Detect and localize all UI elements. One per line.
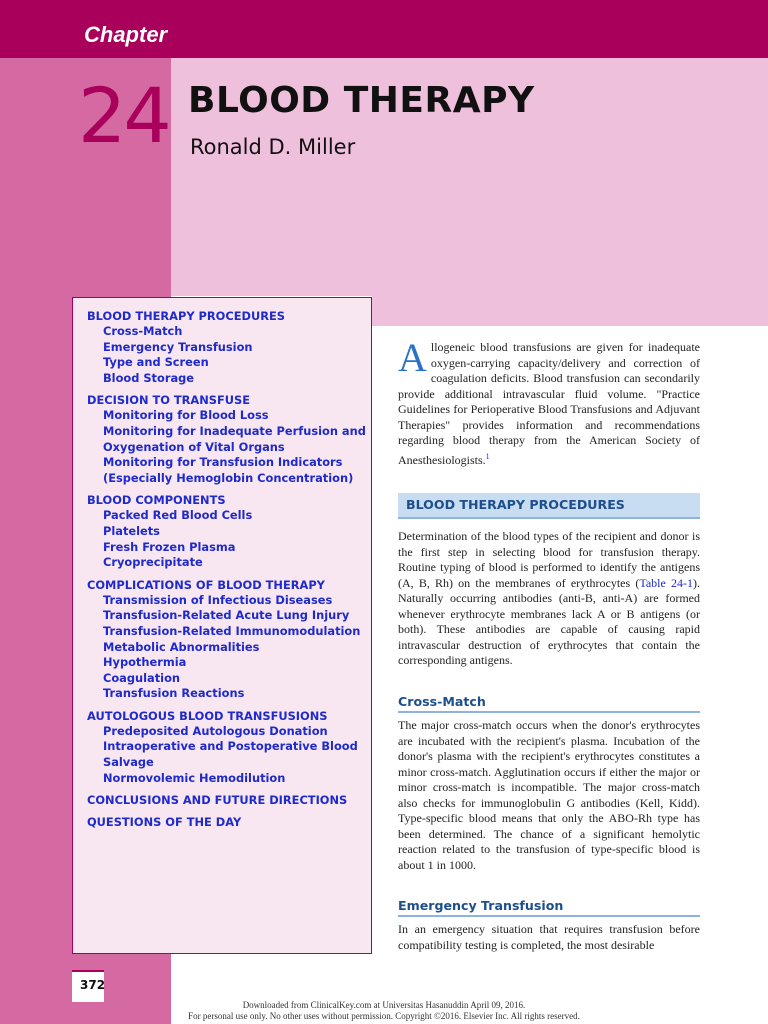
outline-item-link[interactable]: Fresh Frozen Plasma — [103, 539, 236, 554]
title-band-strip — [372, 296, 768, 326]
outline-item-link[interactable]: Monitoring for Transfusion Indicators — [103, 455, 343, 470]
outline-item-link[interactable]: Emergency Transfusion — [103, 339, 253, 354]
outline-section-link[interactable]: QUESTIONS OF THE DAY — [87, 815, 242, 830]
drop-cap: A — [398, 335, 427, 380]
outline-item-link[interactable]: Transfusion Reactions — [103, 686, 245, 701]
chapter-label: Chapter — [84, 22, 168, 47]
outline-item-link[interactable]: Metabolic Abnormalities — [103, 639, 260, 654]
page-number: 372 — [80, 978, 106, 992]
paragraph-blood-typing — [398, 529, 700, 669]
outline-item-link[interactable]: Coagulation — [103, 670, 181, 685]
outline-item-link[interactable]: Transfusion-Related Acute Lung Injury — [103, 608, 350, 623]
table-link[interactable]: Table 24-1 — [639, 575, 693, 590]
intro-paragraph — [398, 335, 700, 468]
outline-item-link[interactable]: Transmission of Infectious Diseases — [103, 592, 333, 607]
outline-section-link[interactable]: BLOOD THERAPY PROCEDURES — [87, 309, 285, 323]
footer-line: For personal use only. No other uses without permission. Copyright ©2016. Elsevier Inc. All rights reserved. — [188, 1011, 580, 1021]
section-heading-band — [398, 493, 700, 519]
section-heading: BLOOD THERAPY PROCEDURES — [406, 497, 625, 512]
chapter-outline — [72, 297, 372, 954]
outline-item-link[interactable]: Blood Storage — [103, 370, 195, 385]
paragraph-cross-match: The major cross-match occurs when the donor's erythrocytes are incubated with the recipient's plasma. Incubation of the donor's plasma with the recipient's erythrocytes constitutes a minor cross-match. Agglutination occurs if either the major or minor cross-match is incompatible. The major cross-match also checks for immunoglobulin G antibodies (Kell, Kidd). Type-specific blood means that only the ABO-Rh type has been determined. The chance of a significant hemolytic reaction related to the transfusion of type-specific blood is about 1 in 1000. — [398, 718, 700, 872]
download-footer — [0, 1000, 768, 1022]
paragraph-text: Determination of the blood types of the recipient and donor is the first step in selecting blood for transfusion therapy. Routine typing of blood is performed to identify the antigens (A, B, Rh) on the membranes of erythrocytes ( — [398, 529, 700, 590]
outline-section — [87, 308, 371, 386]
reference-link[interactable]: 1 — [485, 451, 490, 461]
outline-section-link[interactable]: CONCLUSIONS AND FUTURE DIRECTIONS — [87, 793, 348, 808]
outline-section — [87, 492, 371, 570]
outline-item-link[interactable]: Monitoring for Blood Loss — [103, 408, 269, 423]
outline-item-link[interactable]: Transfusion-Related Immunomodulation — [103, 623, 361, 638]
outline-item-link[interactable]: Cross-Match — [103, 324, 183, 338]
outline-item-link[interactable]: Hypothermia — [103, 655, 187, 670]
outline-item-link[interactable]: Salvage — [103, 755, 154, 770]
outline-item-link[interactable]: Platelets — [103, 523, 160, 538]
outline-section — [87, 577, 371, 702]
footer-line: Downloaded from ClinicalKey.com at Universitas Hasanuddin April 09, 2016. — [242, 1000, 526, 1010]
paragraph-text: ). Naturally occurring antibodies (anti-B, anti-A) are formed whenever erythrocyte membranes lack A or B antigens (or both). These antibodies are capable of causing rapid intravascular destruction of erythrocytes that contain the corresponding antigens. — [398, 575, 700, 667]
outline-section-link[interactable]: COMPLICATIONS OF BLOOD THERAPY — [87, 577, 325, 592]
outline-item-link[interactable]: Monitoring for Inadequate Perfusion and — [103, 423, 366, 438]
outline-section — [87, 814, 371, 830]
outline-item-link[interactable]: (Especially Hemoglobin Concentration) — [103, 470, 354, 485]
outline-section-link[interactable]: BLOOD COMPONENTS — [87, 493, 226, 508]
paragraph-emergency-transfusion: In an emergency situation that requires transfusion before compatibility testing is completed, the most desirable — [398, 922, 700, 952]
outline-section — [87, 392, 371, 486]
outline-item-link[interactable]: Oxygenation of Vital Organs — [103, 439, 285, 454]
outline-item-link[interactable]: Predeposited Autologous Donation — [103, 723, 328, 738]
subheading-emergency-transfusion: Emergency Transfusion — [398, 898, 700, 917]
chapter-title: BLOOD THERAPY — [188, 80, 535, 121]
outline-item-link[interactable]: Intraoperative and Postoperative Blood — [103, 739, 358, 754]
outline-section-link[interactable]: DECISION TO TRANSFUSE — [87, 393, 250, 408]
outline-item-link[interactable]: Cryoprecipitate — [103, 555, 203, 570]
outline-section — [87, 708, 371, 786]
outline-item-link[interactable]: Packed Red Blood Cells — [103, 508, 253, 523]
outline-item-link[interactable]: Normovolemic Hemodilution — [103, 770, 286, 785]
outline-section-link[interactable]: AUTOLOGOUS BLOOD TRANSFUSIONS — [87, 708, 328, 723]
outline-item-link[interactable]: Type and Screen — [103, 355, 209, 370]
intro-text: llogeneic blood transfusions are given for inadequate oxygen-carrying capacity/delivery and correction of coagulation deficits. Blood transfusion can secondarily provide additional intravascular fluid volume. "Practice Guidelines for Perioperative Blood Transfusions and Adjuvant Therapies" provides information and recommendations regarding blood therapy from the American Society of Anesthesiologists. — [398, 340, 700, 467]
outline-section — [87, 792, 371, 808]
subheading-cross-match: Cross-Match — [398, 694, 700, 713]
author-name: Ronald D. Miller — [190, 135, 356, 159]
chapter-number: 24 — [78, 71, 169, 160]
